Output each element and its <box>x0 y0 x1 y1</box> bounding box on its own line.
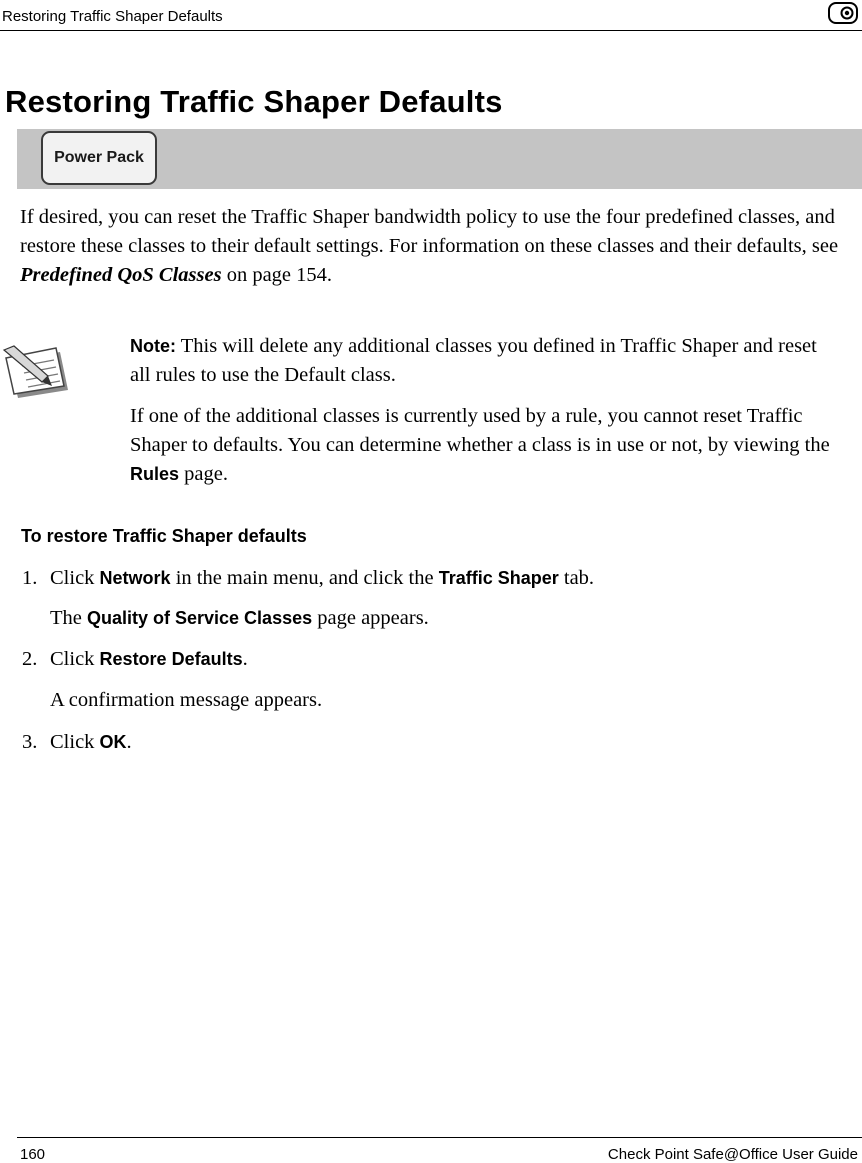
step-3-text <box>50 728 830 757</box>
note-text: This will delete any additional classes you defined in Traffic Shaper and reset all rules to use the Default class. <box>130 335 817 386</box>
step-2-text <box>50 645 830 674</box>
step-3-number: 3. <box>22 731 38 753</box>
network-ui-label: Network <box>99 568 171 588</box>
rules-ui-label: Rules <box>130 464 180 484</box>
header-title: Restoring Traffic Shaper Defaults <box>2 8 223 25</box>
ok-ui-label: OK <box>99 732 127 752</box>
running-header <box>0 0 862 31</box>
power-pack-badge: Power Pack <box>41 131 157 185</box>
note-pad-icon <box>2 342 72 400</box>
procedure-heading: To restore Traffic Shaper defaults <box>21 526 307 546</box>
guide-title: Check Point Safe@Office User Guide <box>607 1146 858 1163</box>
check-point-logo-icon <box>828 2 858 24</box>
step-1-click: Click <box>50 567 100 589</box>
restore-defaults-ui-label: Restore Defaults <box>99 649 243 669</box>
footer-rule <box>17 1137 862 1138</box>
step-1-end: tab. <box>558 567 595 589</box>
power-pack-banner <box>17 129 862 189</box>
note-paragraph <box>130 332 830 390</box>
step-1-result-end: page appears. <box>312 607 429 629</box>
step-2-number: 2. <box>22 648 38 670</box>
note-label: Note: <box>130 336 176 356</box>
note-text-2-end: page. <box>179 463 228 485</box>
page-number: 160 <box>20 1146 46 1163</box>
intro-paragraph <box>20 203 850 290</box>
step-3-click: Click <box>50 731 100 753</box>
step-2-result: A confirmation message appears. <box>50 689 323 711</box>
step-3-end: . <box>126 731 132 753</box>
note-text-2: If one of the additional classes is currently used by a rule, you cannot reset Traffic Shaper to defaults. You can determine whether a class is in use or not, by viewing the <box>130 405 830 456</box>
traffic-shaper-ui-label: Traffic Shaper <box>438 568 559 588</box>
step-1-mid: in the main menu, and click the <box>170 567 439 589</box>
step-2-click: Click <box>50 648 100 670</box>
step-1-result <box>50 604 830 633</box>
page-title: Restoring Traffic Shaper Defaults <box>5 84 503 119</box>
predefined-qos-classes-link[interactable]: Predefined QoS Classes <box>20 264 222 286</box>
intro-text-end: on page 154. <box>221 264 333 286</box>
step-1-number: 1. <box>22 567 38 589</box>
intro-text: If desired, you can reset the Traffic Shaper bandwidth policy to use the four predefined classes, and restore these classes to their default settings. For information on these classes and their defaults, see <box>20 206 839 257</box>
step-1-text <box>50 564 830 593</box>
note-paragraph-2 <box>130 402 830 489</box>
step-2-end: . <box>242 648 248 670</box>
step-1-result-start: The <box>50 607 87 629</box>
qos-classes-ui-label: Quality of Service Classes <box>87 608 313 628</box>
